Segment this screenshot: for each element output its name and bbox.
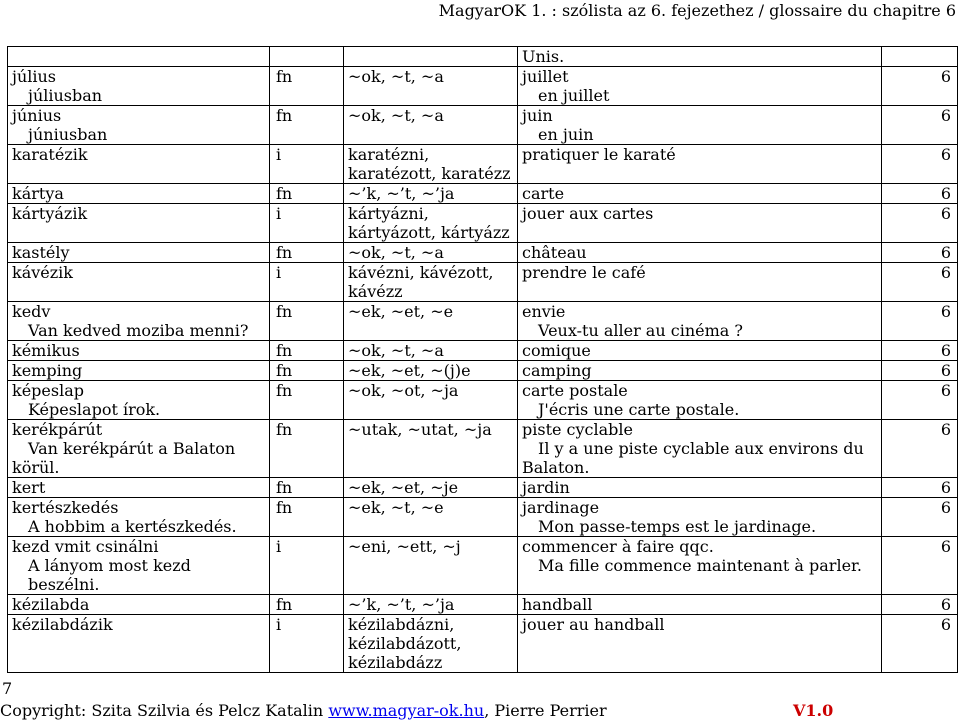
forms-cell bbox=[344, 420, 518, 478]
page-number: 7 bbox=[2, 679, 13, 698]
translation-cell bbox=[518, 498, 882, 537]
translation-cell bbox=[518, 204, 882, 243]
word-type: fn bbox=[276, 302, 293, 321]
word-forms: ~ok, ~t, ~a bbox=[348, 243, 444, 262]
word-cell bbox=[8, 67, 270, 106]
website-link[interactable]: www.magyar-ok.hu bbox=[328, 701, 485, 720]
table-row bbox=[8, 67, 958, 106]
word-cell bbox=[8, 595, 270, 615]
translation-cell bbox=[518, 595, 882, 615]
translation-cell bbox=[518, 615, 882, 673]
translation-cell bbox=[518, 537, 882, 595]
translation-cell bbox=[518, 341, 882, 361]
translation: jardin bbox=[522, 478, 570, 497]
word-forms: ~utak, ~utat, ~ja bbox=[348, 420, 492, 439]
chapter-number: 6 bbox=[940, 204, 951, 223]
word-cell bbox=[8, 263, 270, 302]
word-cell bbox=[8, 361, 270, 381]
translation: handball bbox=[522, 595, 593, 614]
translation: commencer à faire qqc. bbox=[522, 537, 714, 556]
translation: camping bbox=[522, 361, 592, 380]
word-type: fn bbox=[276, 595, 293, 614]
translation: pratiquer le karaté bbox=[522, 145, 676, 164]
word: kerékpárút bbox=[12, 420, 103, 439]
word: június bbox=[12, 106, 62, 125]
copyright-text: Copyright: Szita Szilvia és Pelcz Katalin bbox=[0, 701, 329, 720]
word-type: i bbox=[276, 204, 282, 223]
forms-cell bbox=[344, 204, 518, 243]
chapter-number: 6 bbox=[940, 302, 951, 321]
translation-example: Ma fille commence maintenant à parler. bbox=[538, 556, 863, 575]
chapter-number: 6 bbox=[940, 420, 951, 439]
forms-cell bbox=[344, 498, 518, 537]
chapter-number: 6 bbox=[940, 145, 951, 164]
chapter-cell bbox=[882, 302, 958, 341]
translation: juin bbox=[522, 106, 553, 125]
forms-cell bbox=[344, 302, 518, 341]
translation: comique bbox=[522, 341, 591, 360]
word-forms: ~ek, ~et, ~(j)e bbox=[348, 361, 471, 380]
translation: piste cyclable bbox=[522, 420, 633, 439]
chapter-cell bbox=[882, 478, 958, 498]
word-cell bbox=[8, 478, 270, 498]
word: kertészkedés bbox=[12, 498, 119, 517]
chapter-cell bbox=[882, 263, 958, 302]
translation-example: Veux-tu aller au cinéma ? bbox=[538, 321, 743, 340]
forms-cell bbox=[344, 478, 518, 498]
chapter-cell bbox=[882, 341, 958, 361]
word-type: fn bbox=[276, 184, 293, 203]
table-row bbox=[8, 302, 958, 341]
type-cell bbox=[270, 302, 344, 341]
table-row bbox=[8, 615, 958, 673]
table-row bbox=[8, 498, 958, 537]
chapter-number: 6 bbox=[940, 263, 951, 282]
chapter-cell bbox=[882, 67, 958, 106]
translation-example: J'écris une carte postale. bbox=[538, 400, 740, 419]
translation-cell bbox=[518, 263, 882, 302]
word-cell bbox=[8, 615, 270, 673]
word: kastély bbox=[12, 243, 70, 262]
word-forms: ~ok, ~t, ~a bbox=[348, 106, 444, 125]
translation-cell bbox=[518, 302, 882, 341]
translation-example: en juin bbox=[538, 125, 594, 144]
word-type: fn bbox=[276, 420, 293, 439]
table-row bbox=[8, 478, 958, 498]
type-cell bbox=[270, 106, 344, 145]
chapter-number: 6 bbox=[940, 361, 951, 380]
chapter-number: 6 bbox=[940, 106, 951, 125]
word-forms: ~ek, ~t, ~e bbox=[348, 498, 444, 517]
translation-cell bbox=[518, 243, 882, 263]
type-cell bbox=[270, 145, 344, 184]
word-cell bbox=[8, 498, 270, 537]
table-row bbox=[8, 420, 958, 478]
word: kártya bbox=[12, 184, 64, 203]
word-type: fn bbox=[276, 381, 293, 400]
word-forms: ~ek, ~et, ~e bbox=[348, 302, 454, 321]
word-type: fn bbox=[276, 67, 293, 86]
translation-cell bbox=[518, 106, 882, 145]
translation: jardinage bbox=[522, 498, 600, 517]
word-example: Van kedved moziba menni? bbox=[28, 321, 249, 340]
chapter-number: 6 bbox=[940, 478, 951, 497]
chapter-cell bbox=[882, 243, 958, 263]
word-example: Van kerékpárút a Balaton bbox=[28, 439, 236, 458]
chapter-cell bbox=[882, 381, 958, 420]
word: kávézik bbox=[12, 263, 73, 282]
word-forms: ~ok, ~ot, ~ja bbox=[348, 381, 459, 400]
word: kedv bbox=[12, 302, 51, 321]
table-row bbox=[8, 381, 958, 420]
chapter-number: 6 bbox=[940, 243, 951, 262]
table-row bbox=[8, 361, 958, 381]
chapter-cell bbox=[882, 204, 958, 243]
forms-cell bbox=[344, 361, 518, 381]
chapter-cell bbox=[882, 595, 958, 615]
word-type: fn bbox=[276, 478, 293, 497]
chapter-number: 6 bbox=[940, 498, 951, 517]
type-cell bbox=[270, 341, 344, 361]
word-cell bbox=[8, 341, 270, 361]
word-example-cont: körül. bbox=[12, 458, 60, 477]
word: kártyázik bbox=[12, 204, 88, 223]
forms-cell bbox=[344, 381, 518, 420]
forms-cell bbox=[344, 615, 518, 673]
vocabulary-table bbox=[7, 46, 958, 673]
translation-example: Mon passe-temps est le jardinage. bbox=[538, 517, 817, 536]
chapter-cell bbox=[882, 145, 958, 184]
forms-cell bbox=[344, 106, 518, 145]
chapter-cell bbox=[882, 498, 958, 537]
word-example: júliusban bbox=[28, 86, 103, 105]
table-row bbox=[8, 184, 958, 204]
word-cell bbox=[8, 204, 270, 243]
word-forms: kávézni, kávézott, kávézz bbox=[348, 263, 494, 301]
word-example: Képeslapot írok. bbox=[28, 400, 161, 419]
translation-example: en juillet bbox=[538, 86, 610, 105]
chapter-cell bbox=[882, 106, 958, 145]
type-cell bbox=[270, 67, 344, 106]
word: kémikus bbox=[12, 341, 80, 360]
type-cell bbox=[270, 420, 344, 478]
table-row bbox=[8, 106, 958, 145]
translation: carte bbox=[522, 184, 565, 203]
table-row bbox=[8, 595, 958, 615]
word-forms: ~ek, ~et, ~je bbox=[348, 478, 459, 497]
table-row bbox=[8, 341, 958, 361]
word: kezd vmit csinálni bbox=[12, 537, 159, 556]
table-row bbox=[8, 47, 958, 67]
translation-example: Il y a une piste cyclable aux environs du bbox=[538, 439, 864, 458]
type-cell bbox=[270, 537, 344, 595]
footer bbox=[0, 701, 960, 721]
chapter-cell bbox=[882, 615, 958, 673]
word-cell bbox=[8, 537, 270, 595]
word: karatézik bbox=[12, 145, 88, 164]
translation: prendre le café bbox=[522, 263, 646, 282]
word-cell bbox=[8, 420, 270, 478]
word-example: A hobbim a kertészkedés. bbox=[28, 517, 237, 536]
fr-cell: Unis. bbox=[518, 47, 882, 67]
word-type: fn bbox=[276, 106, 293, 125]
translation-cell bbox=[518, 67, 882, 106]
word-forms: kártyázni, kártyázott, kártyázz bbox=[348, 204, 510, 242]
author-text: , Pierre Perrier bbox=[484, 701, 607, 720]
table-row bbox=[8, 145, 958, 184]
word-type: fn bbox=[276, 243, 293, 262]
word: kemping bbox=[12, 361, 83, 380]
chapter-cell bbox=[882, 184, 958, 204]
translation-cell bbox=[518, 381, 882, 420]
type-cell bbox=[270, 243, 344, 263]
forms-cell bbox=[344, 341, 518, 361]
word-type: fn bbox=[276, 361, 293, 380]
forms-cell bbox=[344, 537, 518, 595]
type-cell bbox=[270, 381, 344, 420]
word: kézilabda bbox=[12, 595, 90, 614]
translation: château bbox=[522, 243, 587, 262]
chapter-number: 6 bbox=[940, 615, 951, 634]
word-forms: ~ok, ~t, ~a bbox=[348, 341, 444, 360]
chapter-cell bbox=[882, 420, 958, 478]
word-forms: ~’k, ~’t, ~’ja bbox=[348, 595, 455, 614]
table-row bbox=[8, 243, 958, 263]
word: képeslap bbox=[12, 381, 84, 400]
type-cell bbox=[270, 615, 344, 673]
forms-cell bbox=[344, 595, 518, 615]
table-row bbox=[8, 537, 958, 595]
word-forms: karatézni, karatézott, karatézz bbox=[348, 145, 511, 183]
word-type: fn bbox=[276, 341, 293, 360]
translation: jouer aux cartes bbox=[522, 204, 654, 223]
word-cell bbox=[8, 184, 270, 204]
word-cell bbox=[8, 106, 270, 145]
word-cell bbox=[8, 243, 270, 263]
word: kert bbox=[12, 478, 46, 497]
word: kézilabdázik bbox=[12, 615, 113, 634]
word-forms: kézilabdázni, kézilabdázott, kézilabdázz bbox=[348, 615, 462, 672]
translation-cell bbox=[518, 420, 882, 478]
word-forms: ~ok, ~t, ~a bbox=[348, 67, 444, 86]
translation-cell bbox=[518, 478, 882, 498]
forms-cell bbox=[344, 263, 518, 302]
chapter-number: 6 bbox=[940, 381, 951, 400]
type-cell bbox=[270, 361, 344, 381]
type-cell bbox=[270, 478, 344, 498]
word-type: i bbox=[276, 145, 282, 164]
translation-cell bbox=[518, 361, 882, 381]
translation-cell bbox=[518, 184, 882, 204]
chapter-number: 6 bbox=[940, 67, 951, 86]
type-cell bbox=[270, 595, 344, 615]
word-forms: ~’k, ~’t, ~’ja bbox=[348, 184, 455, 203]
forms-cell bbox=[344, 243, 518, 263]
chapter-number: 6 bbox=[940, 184, 951, 203]
translation: carte postale bbox=[522, 381, 628, 400]
word-example: A lányom most kezd beszélni. bbox=[28, 556, 191, 594]
forms-cell bbox=[344, 184, 518, 204]
forms-cell bbox=[344, 145, 518, 184]
forms-cell bbox=[344, 67, 518, 106]
word-cell bbox=[8, 302, 270, 341]
table-row bbox=[8, 263, 958, 302]
table-row bbox=[8, 204, 958, 243]
type-cell bbox=[270, 263, 344, 302]
type-cell bbox=[270, 498, 344, 537]
chapter-cell bbox=[882, 537, 958, 595]
word-type: fn bbox=[276, 498, 293, 517]
word-type: i bbox=[276, 537, 282, 556]
word-cell bbox=[8, 381, 270, 420]
word: július bbox=[12, 67, 57, 86]
word-cell bbox=[8, 145, 270, 184]
type-cell bbox=[270, 204, 344, 243]
translation-cell bbox=[518, 145, 882, 184]
translation: jouer au handball bbox=[522, 615, 665, 634]
word-forms: ~eni, ~ett, ~j bbox=[348, 537, 461, 556]
type-cell bbox=[270, 184, 344, 204]
chapter-cell bbox=[882, 361, 958, 381]
word-type: i bbox=[276, 615, 282, 634]
translation: envie bbox=[522, 302, 566, 321]
word-type: i bbox=[276, 263, 282, 282]
page-header-title: MagyarOK 1. : szólista az 6. fejezethez / glossaire du chapitre 6 bbox=[438, 1, 956, 20]
chapter-number: 6 bbox=[940, 537, 951, 556]
translation: juillet bbox=[522, 67, 569, 86]
word-example: júniusban bbox=[28, 125, 108, 144]
chapter-number: 6 bbox=[940, 595, 951, 614]
version-label: V1.0 bbox=[793, 701, 834, 720]
translation-example-cont: Balaton. bbox=[522, 458, 590, 477]
chapter-number: 6 bbox=[940, 341, 951, 360]
